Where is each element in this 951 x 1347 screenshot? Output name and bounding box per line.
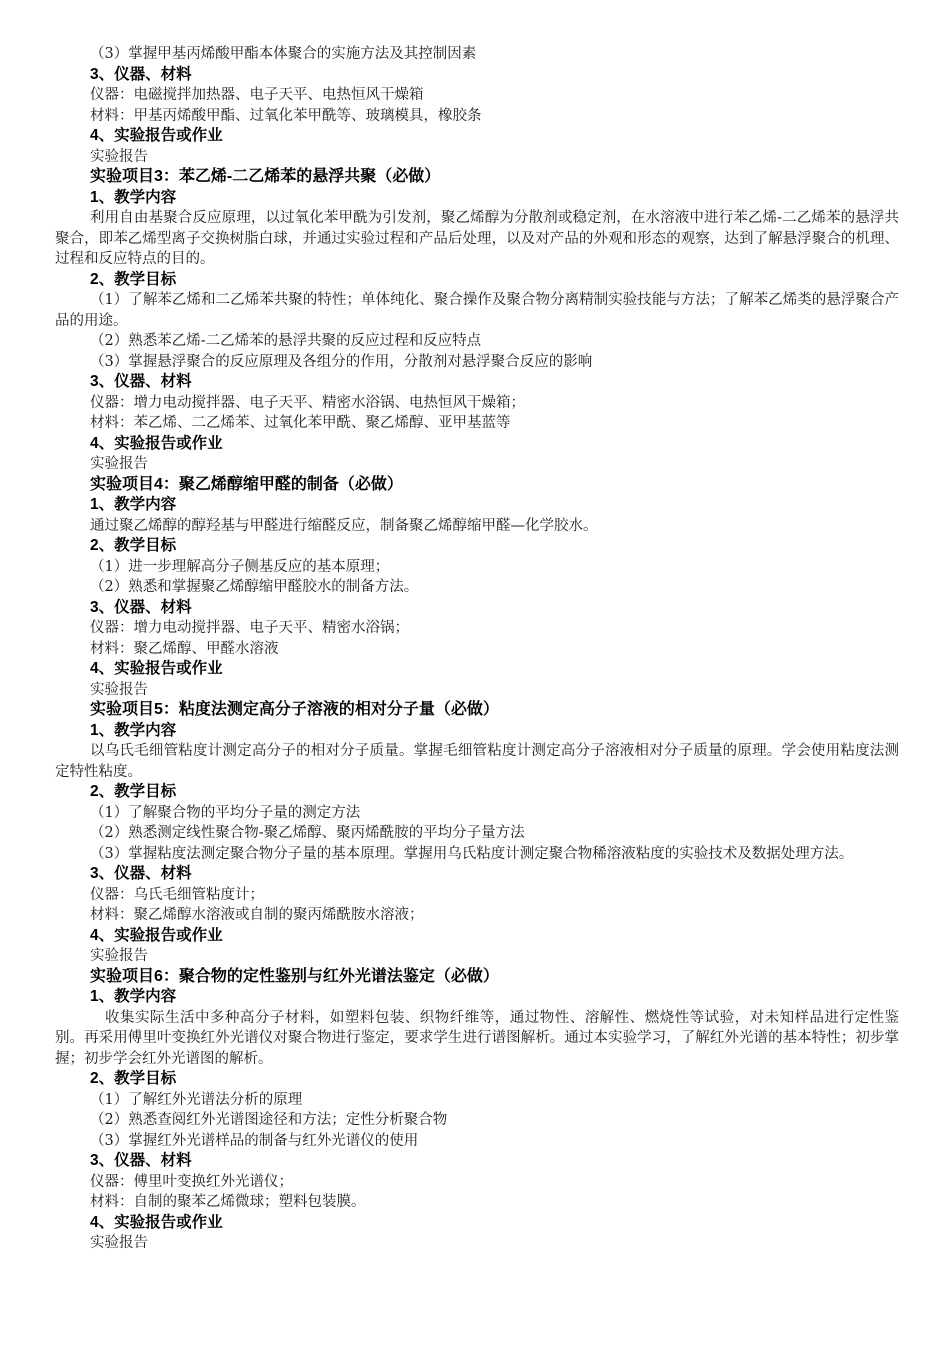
paragraph: （1）了解红外光谱法分析的原理: [90, 1091, 303, 1108]
paragraph: 通过聚乙烯醇的醇羟基与甲醛进行缩醛反应，制备聚乙烯醇缩甲醛—化学胶水。: [90, 517, 598, 534]
paragraph: （3）掌握甲基丙烯酸甲酯本体聚合的实施方法及其控制因素: [90, 46, 477, 62]
paragraph: 仪器：增力电动搅拌器、电子天平、精密水浴锅；: [90, 620, 409, 636]
paragraph: 仪器：傅里叶变换红外光谱仪；: [90, 1173, 293, 1190]
paragraph: 材料：甲基丙烯酸甲酯、过氧化苯甲酰等、玻璃模具，橡胶条: [90, 107, 482, 124]
paragraph: （3）掌握红外光谱样品的制备与红外光谱仪的使用: [90, 1132, 419, 1149]
paragraph: （2）熟悉苯乙烯-二乙烯苯的悬浮共聚的反应过程和反应特点: [90, 333, 482, 349]
paragraph: 仪器：增力电动搅拌器、电子天平、精密水浴锅、电热恒风干燥箱；: [90, 394, 525, 411]
section-heading: 4、实验报告或作业: [90, 1213, 223, 1231]
section-heading: 4、实验报告或作业: [90, 127, 223, 144]
paragraph: （3）掌握悬浮聚合的反应原理及各组分的作用，分散剂对悬浮聚合反应的影响: [90, 353, 593, 370]
section-heading: 3、仪器、材料: [90, 65, 192, 83]
paragraph: 实验报告: [90, 456, 148, 472]
paragraph: 实验报告: [90, 1235, 148, 1251]
paragraph: 收集实际生活中多种高分子材料，如塑料包装、织物纤维等，通过物性、溶解性、燃烧性等试验，对未知样品进行定性鉴别。再采用傅里叶变换红外光谱仪对聚合物进行鉴定，要求学生进行谱图解析。通过本实验学习，了解红外光谱的基本特性；初步掌握；初步学会红外光谱图的解析。: [55, 1009, 899, 1067]
paragraph: 以乌氏毛细管粘度计测定高分子的相对分子质量。掌握毛细管粘度计测定高分子溶液相对分子质量的原理。学会使用粘度法测定特性粘度。: [55, 743, 899, 780]
paragraph: （2）熟悉查阅红外光谱图途径和方法；定性分析聚合物: [90, 1112, 448, 1128]
section-heading: 3、仪器、材料: [90, 865, 192, 882]
section-heading: 4、实验报告或作业: [90, 660, 223, 677]
section-heading: 1、教学内容: [90, 496, 177, 513]
section-heading: 3、仪器、材料: [90, 1152, 192, 1169]
paragraph: 材料：自制的聚苯乙烯微球；塑料包装膜。: [90, 1194, 366, 1210]
paragraph: 仪器：乌氏毛细管粘度计；: [90, 886, 264, 903]
section-heading: 4、实验报告或作业: [90, 926, 223, 944]
section-heading: 3、仪器、材料: [90, 373, 192, 390]
section-heading: 1、教学内容: [90, 721, 177, 739]
paragraph: （2）熟悉和掌握聚乙烯醇缩甲醛胶水的制备方法。: [90, 579, 419, 595]
section-heading: 1、教学内容: [90, 988, 177, 1005]
project-heading: 实验项目3：苯乙烯-二乙烯苯的悬浮共聚（必做）: [90, 168, 441, 185]
paragraph: 材料：苯乙烯、二乙烯苯、过氧化苯甲酰、聚乙烯醇、亚甲基蓝等: [90, 415, 511, 431]
paragraph: 实验报告: [90, 681, 148, 698]
paragraph: （3）掌握粘度法测定聚合物分子量的基本原理。掌握用乌氏粘度计测定聚合物稀溶液粘度的实验技术及数据处理方法。: [90, 845, 854, 862]
section-heading: 2、教学目标: [90, 1070, 177, 1087]
paragraph: 材料：聚乙烯醇水溶液或自制的聚丙烯酰胺水溶液；: [90, 907, 424, 923]
section-heading: 3、仪器、材料: [90, 598, 192, 616]
project-heading: 实验项目4：聚乙烯醇缩甲醛的制备（必做）: [90, 475, 403, 493]
section-heading: 2、教学目标: [90, 783, 177, 800]
section-heading: 1、教学内容: [90, 188, 177, 206]
paragraph: （1）了解聚合物的平均分子量的测定方法: [90, 804, 361, 821]
section-heading: 2、教学目标: [90, 537, 177, 554]
project-heading: 实验项目6：聚合物的定性鉴别与红外光谱法鉴定（必做）: [90, 967, 499, 985]
paragraph: （1）了解苯乙烯和二乙烯苯共聚的特性；单体纯化、聚合操作及聚合物分离精制实验技能与方法；了解苯乙烯类的悬浮聚合产品的用途。: [55, 292, 899, 329]
paragraph: 实验报告: [90, 948, 148, 964]
paragraph: 材料：聚乙烯醇、甲醛水溶液: [90, 640, 279, 657]
paragraph: （1）进一步理解高分子侧基反应的基本原理；: [90, 558, 390, 575]
paragraph: 利用自由基聚合反应原理，以过氧化苯甲酰为引发剂，聚乙烯醇为分散剂或稳定剂，在水溶液中进行苯乙烯-二乙烯苯的悬浮共聚合，即苯乙烯型离子交换树脂白球，并通过实验过程和产品后处理，以及对产品的外观和形态的观察，达到了解悬浮聚合的机理、过程和反应特点的目的。: [55, 210, 899, 267]
paragraph: 实验报告: [90, 148, 148, 165]
paragraph: 仪器：电磁搅拌加热器、电子天平、电热恒风干燥箱: [90, 87, 424, 103]
project-heading: 实验项目5：粘度法测定高分子溶液的相对分子量（必做）: [90, 701, 499, 718]
section-heading: 4、实验报告或作业: [90, 434, 223, 452]
section-heading: 2、教学目标: [90, 270, 177, 288]
paragraph: （2）熟悉测定线性聚合物-聚乙烯醇、聚丙烯酰胺的平均分子量方法: [90, 825, 525, 841]
